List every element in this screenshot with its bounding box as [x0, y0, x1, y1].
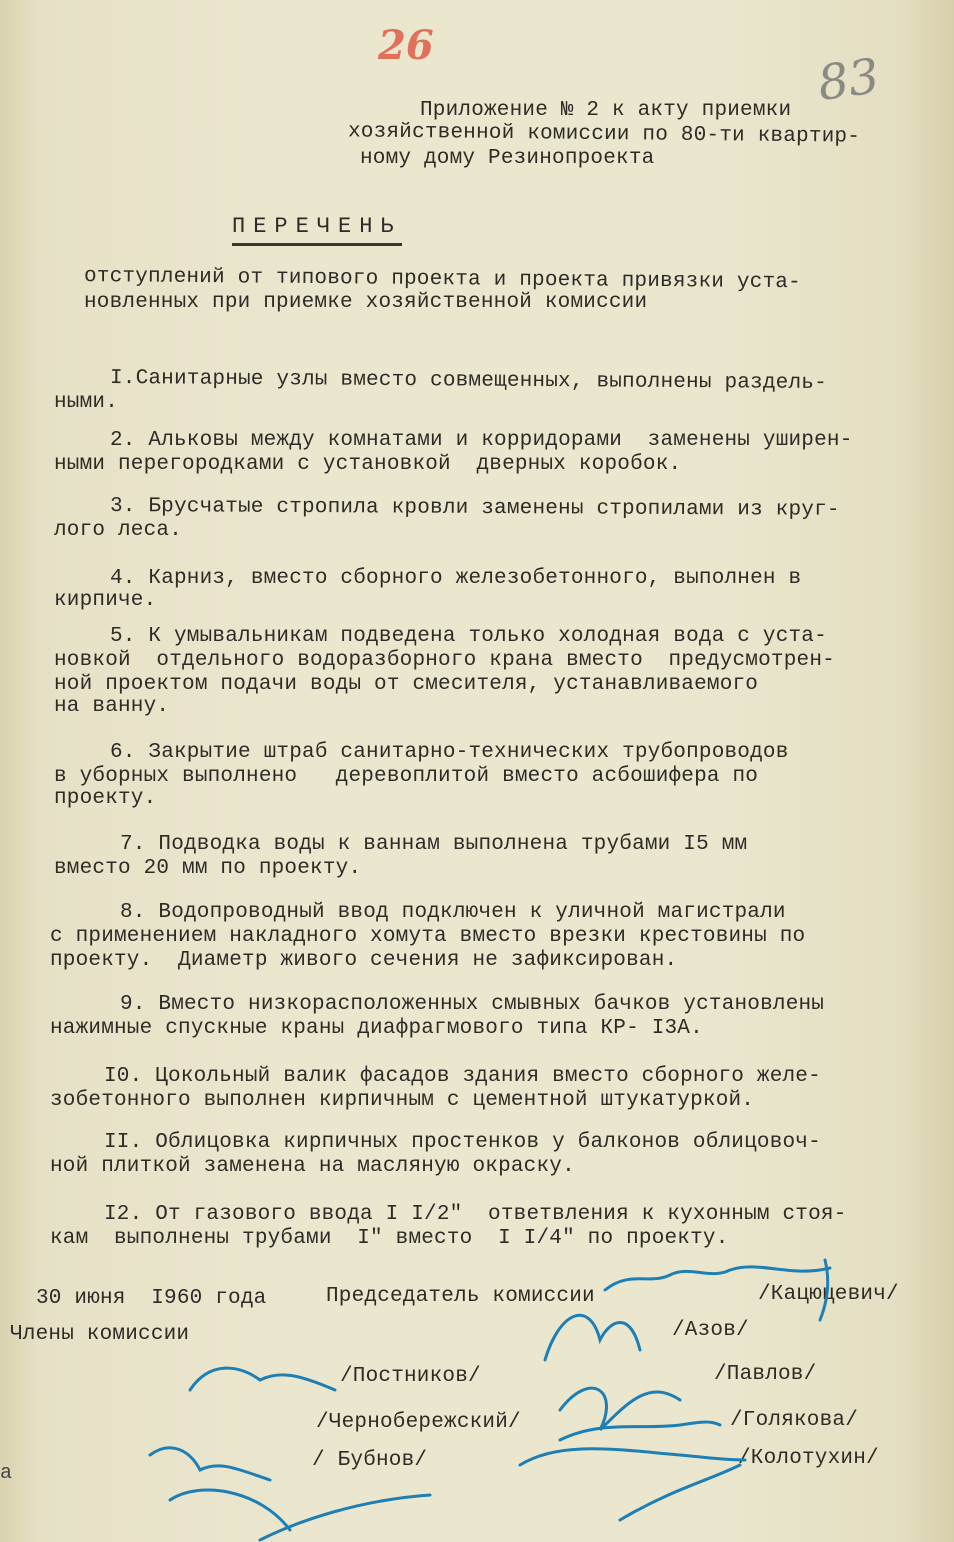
item-line: в уборных выполнено деревоплитой вместо асбошифера по [54, 765, 759, 788]
members-label: Члены комиссии [10, 1323, 190, 1346]
member-name: /Павлов/ [714, 1363, 817, 1386]
item-line: II. Облицовка кирпичных простенков у балконов облицовоч- [104, 1131, 821, 1154]
page-number-annotation: 83 [814, 48, 883, 112]
item-line: I2. От газового ввода I I/2" ответвления к кухонным стоя- [104, 1203, 847, 1226]
member-name: /Постников/ [340, 1365, 481, 1388]
item-line: на ванну. [54, 695, 170, 718]
item-line: ными перегородками с установкой дверных коробок. [54, 453, 682, 476]
document-title: ПЕРЕЧЕНЬ [232, 214, 402, 246]
item-line: 3. Брусчатые стропила кровли заменены стропилами из круг- [109, 495, 840, 522]
member-name: /Чернобережский/ [316, 1411, 521, 1434]
item-line: 7. Подводка воды к ваннам выполнена трубами I5 мм [120, 833, 748, 856]
item-line: 2. Альковы между комнатами и корридорами заменены уширен- [110, 429, 853, 452]
item-line: 5. К умывальникам подведена только холодная вода с уста- [110, 625, 827, 648]
member-name: /Голякова/ [730, 1409, 859, 1432]
subtitle-line: отступлений от типового проекта и проекта привязки уста- [83, 265, 801, 295]
item-line: ной проектом подачи воды от смесителя, устанавливаемого [54, 673, 759, 696]
document-date: 30 июня I960 года [36, 1287, 267, 1310]
header-line: хозяйственной комиссии по 80-ти квартир- [347, 120, 861, 149]
item-line: зобетонного выполнен кирпичным с цементной штукатуркой. [50, 1089, 755, 1112]
item-line: проекту. Диаметр живого сечения не зафиксирован. [50, 949, 678, 972]
item-line: с применением накладного хомута вместо врезки крестовины по [50, 925, 806, 948]
item-line: ной плиткой заменена на масляную окраску. [50, 1155, 575, 1178]
item-line: новкой отдельного водоразборного крана вместо предусмотрен- [54, 649, 835, 672]
edge-fragment-mark: a [0, 1462, 13, 1485]
item-line: ными. [54, 391, 119, 414]
handwritten-signatures [0, 1250, 954, 1542]
item-line: кирпиче. [54, 589, 157, 612]
subtitle-line: новленных при приемке хозяйственной комиссии [84, 291, 648, 314]
item-line: нажимные спускные краны диафрагмового типа КР- I3А. [50, 1017, 703, 1040]
member-name: / Бубнов/ [312, 1449, 428, 1472]
member-name: /Колотухин/ [738, 1447, 879, 1470]
item-line: кам выполнены трубами I" вместо I I/4" по проекту. [50, 1227, 729, 1250]
header-line: ному дому Резинопроекта [360, 147, 655, 170]
item-line: лого леса. [54, 519, 183, 542]
item-line: I0. Цокольный валик фасадов здания вместо сборного желе- [104, 1065, 821, 1088]
chairman-label: Председатель комиссии [326, 1285, 595, 1308]
member-name: /Азов/ [672, 1319, 749, 1342]
header-line: Приложение № 2 к акту приемки [420, 99, 792, 122]
item-line: 8. Водопроводный ввод подключен к уличной магистрали [120, 901, 786, 924]
item-line: 6. Закрытие штраб санитарно-технических трубопроводов [110, 741, 789, 764]
item-line: I.Санитарные узлы вместо совмещенных, выполнены раздель- [109, 367, 827, 396]
item-line: 9. Вместо низкорасположенных смывных бачков установлены [120, 993, 825, 1016]
item-line: вместо 20 мм по проекту. [54, 857, 362, 880]
archive-number-annotation: 26 [378, 22, 434, 69]
item-line: проекту. [54, 787, 157, 810]
item-line: 4. Карниз, вместо сборного железобетонного, выполнен в [110, 567, 802, 590]
chairman-name: /Кацюцевич/ [758, 1283, 899, 1306]
